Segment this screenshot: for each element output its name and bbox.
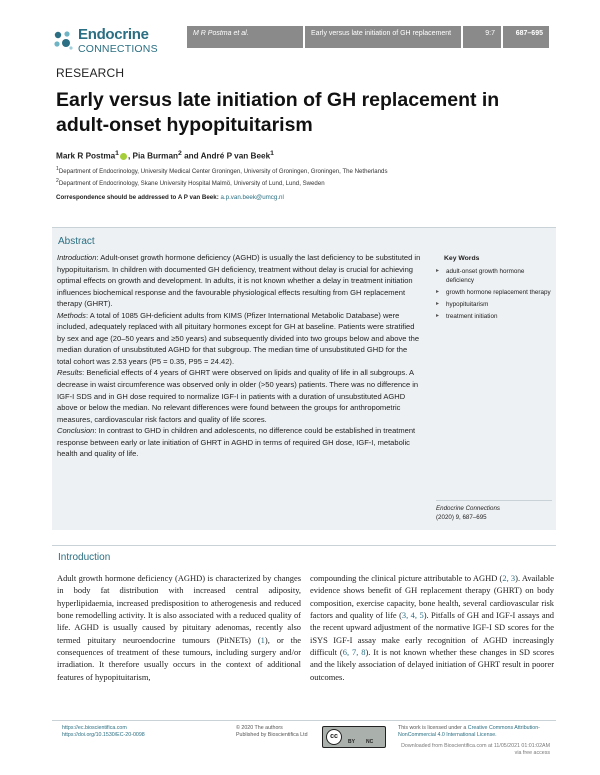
reference-link[interactable]: 2, 3 (502, 573, 516, 583)
journal-name-line2: CONNECTIONS (78, 43, 158, 55)
abstract-results: Results: Beneficial effects of 4 years of GHRT were observed on lipids and quality of life in all subgroups. A decrease in waist circumference was observed only in older (>50 years) patients. There was no difference in IGF-I SDS and in GH dose required to normalize IGF-I in patients with a duration of unsubstituted AGHD above or below the median. No relevant differences were found between the groups for anthropometric measures, cardiovascular risk factors and quality of life scores. (57, 368, 419, 424)
body-text: ). Available evidence shows benefit of GH replacement therapy (GHRT) on body composition, exercise capacity, bone health, several cardiovascular risk factors and quality of life ( (310, 573, 555, 621)
abstract-introduction: Introduction: Adult-onset growth hormone deficiency (AGHD) is usually the last deficiency to be substituted in hypopituitarism. In children with documented GH deficiency, treatment without delay is crucial for achieving optimal effects on growth and development. In adults, it is not known whether a delay in treatment initiation influences biochemical response and the favourable physiological effects resulting from GH replacement therapy (GHRT). (57, 253, 421, 309)
download-info: Downloaded from Bioscientifica.com at 11/05/2021 01:01:02AM via free access (401, 743, 550, 756)
body-text: ). Pitfalls of GH and IGF-I assays and the recent upward adjustment of the normative IGF-I SD scores for the iSYS IGF-I assay make early recognition of AGHD increasingly difficult ( (310, 610, 555, 658)
section-divider (52, 545, 556, 546)
journal-logo-icon (52, 29, 74, 51)
citation-journal: Endocrine Connections (436, 505, 500, 512)
correspondence-email-link[interactable]: a.p.van.beek@umcg.nl (220, 194, 284, 201)
article-title: Early versus late initiation of GH replacement in adult-onset hypopituitarism (56, 89, 500, 136)
abstract-conclusion: Conclusion: In contrast to GHD in children and adolescents, no difference could be established in treatment response between early or late initiation of GHRT in AGHD in terms of required GH dose, IGF-I, metabolic health and quality of life. (57, 426, 416, 459)
affiliation: $^1$Department of Endocrinology, University Medical Center Groningen, University of Groningen, Groningen, The Netherlands (56, 166, 388, 176)
author-list: Mark R Postma$^1$ , Pia Burman$^2$ and André P van Beek$^1$ (56, 150, 274, 161)
section-label: RESEARCH (56, 66, 125, 80)
header-authors: M R Postma et al. (187, 26, 303, 48)
body-text: ). It is not known whether these changes in SD scores and the likely association of delayed initiation of GHRT result in poorer outcomes. (310, 647, 555, 682)
footer-divider (52, 720, 556, 721)
cc-license-badge[interactable] (322, 726, 386, 748)
keyword-item[interactable]: ▸ treatment initiation (434, 312, 552, 321)
correspondence: Correspondence should be addressed to A P van Beek: a.p.van.beek@umcg.nl (56, 194, 284, 201)
license-statement: This work is licensed under a Creative Commons Attribution-NonCommercial 4.0 International License. (398, 725, 540, 738)
keyword-item[interactable]: ▸ hypopituitarism (434, 300, 552, 309)
cc-by-label: BY (348, 739, 355, 745)
creative-commons-icon: cc (326, 729, 342, 745)
abstract-heading: Abstract (58, 236, 95, 247)
reference-link[interactable]: 6, 7, 8 (342, 647, 366, 658)
footer-links (62, 725, 145, 739)
abstract-methods: Methods: A total of 1085 GH-deficient adults from KIMS (Pfizer International Metabolic Database) were included, adequately replaced with all pituitary hormones except for GH at baseline. Patients were stratified by sex and age (20–50 years and ≥50 years) and subsequently divided into two groups below and above the median duration of unsubstituted AGHD for that subgroup. The median time of unsubstituted GHD for the total cohort was 2.53 years (P5 = 0.35, P95 = 24.42). (57, 310, 420, 366)
cc-nc-label: NC (366, 739, 374, 745)
keyword-item[interactable]: ▸ adult-onset growth hormone deficiency (434, 267, 552, 285)
journal-name-line1: Endocrine (78, 26, 149, 43)
doi-link[interactable]: https://doi.org/10.1530/EC-20-0098 (62, 732, 145, 738)
body-text: Adult growth hormone deficiency (AGHD) is characterized by changes in body fat distribution with increased central adiposity, hyperlipidaemia, increased predisposition to atherogenesis and reduced bone remodelling activity. It is also associated with a reduced quality of life. AGHD is usually caused by pituitary adenomas, recently also termed pituitary neuroendocrine tumours (PitNETs) ( (57, 573, 301, 645)
introduction-column-left (57, 572, 301, 683)
journal-url-link[interactable]: https://ec.bioscientifica.com (62, 725, 127, 731)
author-name[interactable]: , Pia Burman (127, 151, 179, 161)
footer-copyright: © 2020 The authors Published by Bioscientifica Ltd (236, 725, 308, 738)
journal-logo (52, 26, 184, 56)
abstract-body (57, 252, 421, 460)
introduction-column-right (310, 572, 554, 683)
keywords-list (434, 267, 552, 324)
keyword-item[interactable]: ▸ growth hormone replacement therapy (434, 288, 552, 297)
reference-link[interactable]: 3, 4, 5 (401, 610, 424, 621)
body-text: compounding the clinical picture attributable to AGHD ( (310, 573, 503, 583)
header-pages: 687–695 (503, 26, 549, 48)
header-volume: 9:7 (463, 26, 501, 48)
orcid-icon[interactable] (120, 153, 127, 160)
author-name[interactable]: Mark R Postma (56, 151, 116, 161)
header-running-title: Early versus late initiation of GH replacement (305, 26, 461, 48)
body-text: ), or the consequences of treatment of these tumours, including surgery and/or irradiation. It therefore usually occurs in the context of additional features of hypopituitarism, (57, 634, 301, 682)
citation-details: (2020) 9, 687–695 (436, 513, 487, 521)
citation-box (436, 500, 552, 522)
author-name[interactable]: and André P van Beek (181, 151, 271, 161)
reference-link[interactable]: 1 (260, 634, 265, 645)
keywords-title: Key Words (444, 255, 480, 262)
affiliation: $^2$Department of Endocrinology, Skane University Hospital Malmö, University of Lund, Lund, Sweden (56, 178, 325, 188)
license-link[interactable]: Creative Commons Attribution-NonCommercial 4.0 International License. (398, 725, 540, 738)
introduction-heading: Introduction (58, 552, 111, 563)
